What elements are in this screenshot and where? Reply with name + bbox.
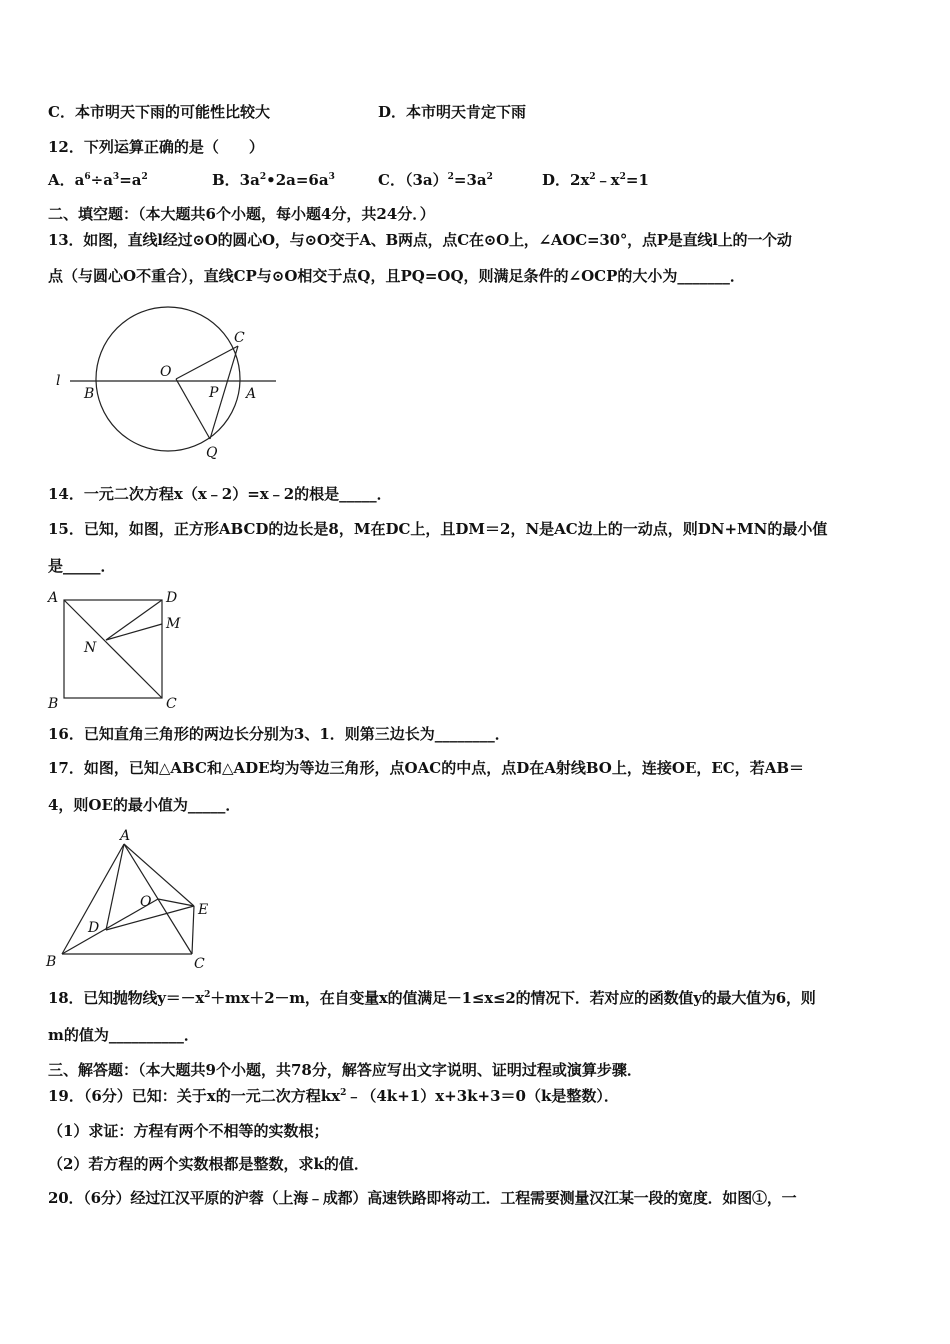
label-d: D xyxy=(166,590,178,606)
segment-oe xyxy=(158,899,194,906)
label-a: A xyxy=(120,828,131,844)
label-e: E xyxy=(198,902,209,918)
segment-ab xyxy=(62,844,124,954)
q15-line-2: 是_____． xyxy=(48,557,116,575)
section-2-heading: 二、填空题：（本大题共6个小题，每小题4分，共24分．） xyxy=(48,205,435,223)
q11-option-c: C．本市明天下雨的可能性比较大 xyxy=(48,103,270,121)
label-n: N xyxy=(84,640,97,656)
label-l: l xyxy=(56,373,61,389)
label-b: B xyxy=(84,386,95,402)
label-b: B xyxy=(46,954,57,970)
label-b: B xyxy=(48,696,59,712)
diagonal-ac xyxy=(64,600,162,698)
q16-line-1: 16．已知直角三角形的两边长分别为3、1．则第三边长为________． xyxy=(48,725,510,743)
q17-triangle-figure xyxy=(44,826,224,974)
q14-line-1: 14．一元二次方程x（x﹣2）=x﹣2的根是_____． xyxy=(48,485,392,503)
label-c: C xyxy=(194,956,205,972)
label-c: C xyxy=(234,330,245,346)
label-p: P xyxy=(209,385,219,401)
q13-circle-figure xyxy=(48,305,288,465)
label-a: A xyxy=(246,386,257,402)
q18-line-1: 18．已知抛物线$y=-x^2+mx+2-m$，在自变量x的值满足－1≤x≤2的情况下．若对应的函数值y的最大值为6，则 xyxy=(48,989,816,1007)
segment-oq xyxy=(176,379,210,439)
label-a: A xyxy=(48,590,59,606)
segment-ae xyxy=(124,844,194,906)
q18-line-2: m的值为__________． xyxy=(48,1026,199,1044)
label-m: M xyxy=(166,616,181,632)
q12-option-a: A．$a^6\div a^3=a^2$ xyxy=(48,171,148,189)
label-o: O xyxy=(160,364,172,380)
label-d: D xyxy=(88,920,100,936)
q12-option-d: D．$2x^2﹣x^2=1$ xyxy=(542,171,649,189)
segment-dn xyxy=(106,600,162,640)
label-c: C xyxy=(166,696,177,712)
q19-part-2: （2）若方程的两个实数根都是整数，求k的值． xyxy=(48,1155,369,1173)
q13-line-1: 13．如图，直线l经过⊙O的圆心O，与⊙O交于A、B两点，点C在⊙O上，∠AOC=30°，点P是直线l上的一个动 xyxy=(48,231,792,249)
q12-stem: 12．下列运算正确的是（ ） xyxy=(48,138,264,156)
segment-mn xyxy=(106,624,162,640)
q12-option-b: B．$3a^2•2a=6a^3$ xyxy=(212,171,335,189)
q19-line-1: 19．（6分）已知：关于x的一元二次方程$kx^2﹣(4k+1)x+3k+3=0(k$是整数）． xyxy=(48,1087,619,1105)
q11-option-d: D．本市明天肯定下雨 xyxy=(378,103,527,121)
q15-line-1: 15．已知，如图，正方形ABCD的边长是8，M在DC上，且DM＝2，N是AC边上的一动点，则DN+MN的最小值 xyxy=(48,520,828,538)
q17-line-1: 17．如图，已知△ABC和△ADE均为等边三角形，点OAC的中点，点D在A射线BO上，连接OE，EC，若AB＝ xyxy=(48,759,805,777)
label-q: Q xyxy=(206,445,218,461)
segment-oc xyxy=(176,346,238,379)
q15-square-figure xyxy=(44,588,194,712)
label-o: O xyxy=(140,894,152,910)
q20-line-1: 20．（6分）经过江汉平原的沪蓉（上海﹣成都）高速铁路即将动工．工程需要测量汉江某一段的宽度．如图①，一 xyxy=(48,1189,797,1207)
segment-ad xyxy=(106,844,124,930)
q13-line-2: 点（与圆心O不重合），直线CP与⊙O相交于点Q，且PQ=OQ，则满足条件的∠OCP的大小为_______． xyxy=(48,267,745,285)
q12-option-c: C．$(3a)^2=3a^2$ xyxy=(378,171,493,189)
q19-part-1: （1）求证：方程有两个不相等的实数根； xyxy=(48,1122,329,1140)
q17-line-2: 4，则OE的最小值为_____． xyxy=(48,796,241,814)
section-3-heading: 三、解答题：（本大题共9个小题，共78分，解答应写出文字说明、证明过程或演算步骤． xyxy=(48,1061,642,1079)
segment-ec xyxy=(192,906,194,954)
